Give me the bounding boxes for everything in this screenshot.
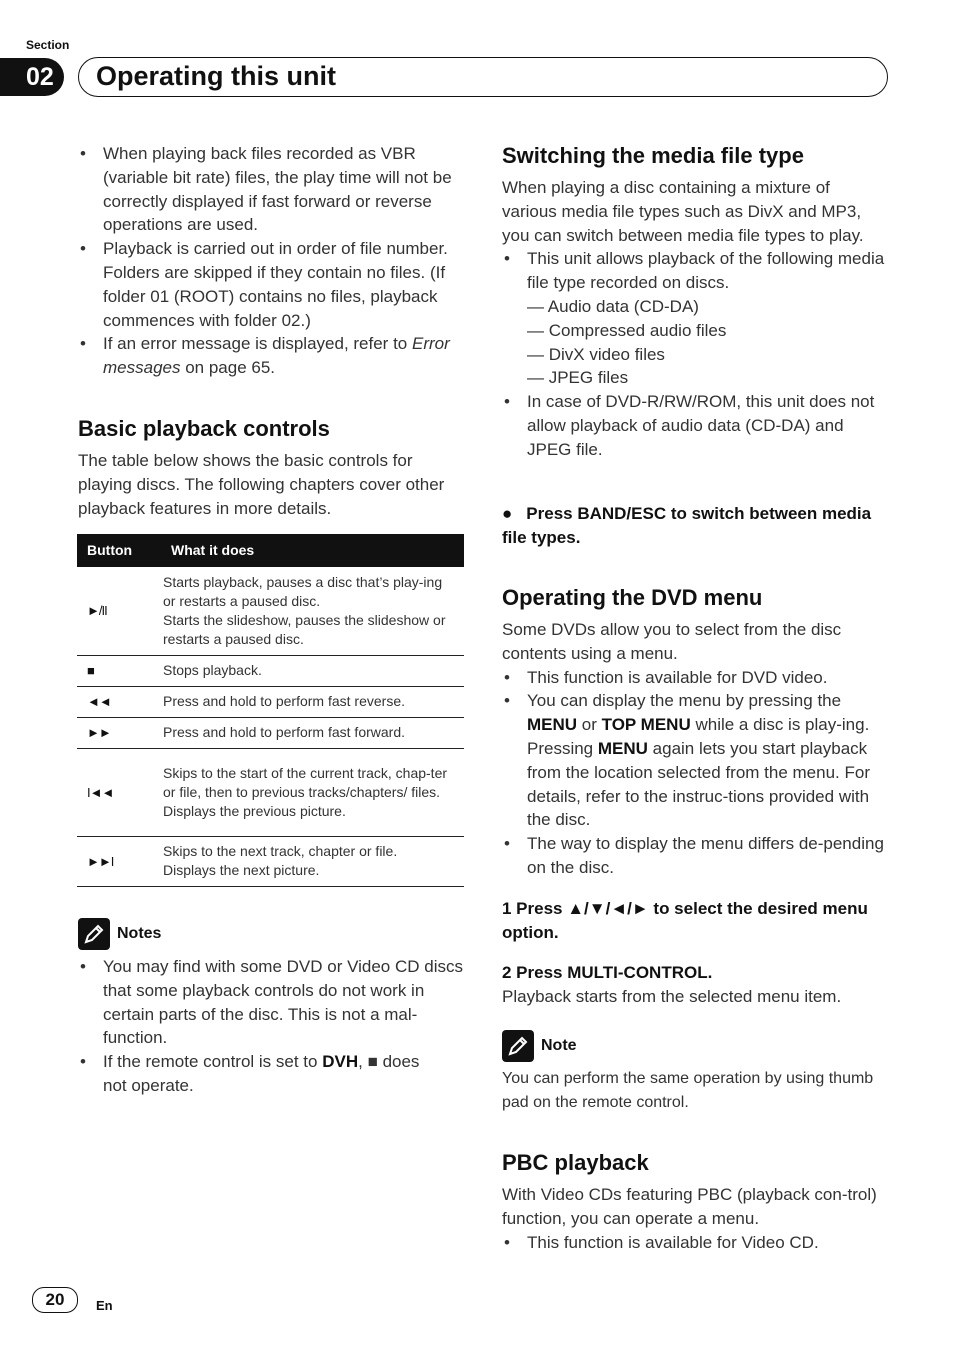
note-text: You can perform the same operation by using thumb pad on the remote control. [502, 1070, 874, 1111]
left-bullet-list [78, 142, 464, 380]
list-item: • You can display the menu by pressing the MENU or TOP MENU while a disc is play-ing. Pressing MENU again lets you start playback from the location selected from the menu. For details, refer to the instruc-tions provided with the disc. [504, 691, 870, 830]
list-item: • This function is available for Video CD. [504, 1232, 819, 1252]
stop-icon: ■ [77, 655, 163, 686]
table-row: ►► Press and hold to perform fast forward. [77, 717, 464, 748]
dvd-step-2-desc: Playback starts from the selected menu item. [502, 987, 842, 1006]
note-header: Note [502, 1030, 577, 1062]
note-pencil-icon [502, 1030, 534, 1062]
col-what-header: What it does [163, 534, 464, 567]
notes-list [78, 955, 464, 1098]
table-row: ◄◄ Press and hold to perform fast reverse. [77, 686, 464, 717]
notes-header: Notes [78, 918, 161, 950]
switching-body: When playing a disc containing a mixture of various media file types such as DivX and MP3, you can switch between media file types to play. • This unit allows playback of the following media file type recorded on discs. — Audio data (CD-DA) — Compressed audio files — DivX video files — JPEG files • In case of DVD-R/RW/ROM, this unit does not allow playback of audio data (CD-DA) and JPEG file. [502, 176, 888, 462]
section-label: Section [26, 38, 70, 52]
note-pencil-icon [78, 918, 110, 950]
dvd-menu-heading: Operating the DVD menu [502, 585, 763, 610]
list-item: • When playing back files recorded as VBR (variable bit rate) files, the play time will not be correctly displayed if fast forward or reverse operations are used. [80, 144, 452, 235]
section-number-badge: 02 [0, 58, 64, 96]
error-messages-ref: Error messages [103, 334, 450, 378]
rewind-icon: ◄◄ [77, 686, 163, 717]
switching-heading: Switching the media file type [502, 143, 804, 168]
controls-table [77, 534, 464, 887]
list-item: • If an error message is displayed, refer to Error messages on page 65. [80, 334, 450, 378]
fast-forward-icon: ►► [77, 717, 163, 748]
table-row: ►/II Starts playback, pauses a disc that’s play-ing or restarts a paused disc. Starts the slideshow, pauses the slideshow or restarts a paused disc. [77, 567, 464, 655]
dvd-step-1: 1 Press ▲/▼/◄/► to select the desired menu option. [502, 899, 868, 942]
pbc-heading: PBC playback [502, 1150, 649, 1175]
list-item: • This unit allows playback of the following media file type recorded on discs. [504, 249, 885, 293]
table-row: ■ Stops playback. [77, 655, 464, 686]
previous-track-icon: I◄◄ [77, 748, 163, 836]
list-item: • Playback is carried out in order of file number. Folders are skipped if they contain no files. (If folder 01 (ROOT) contains no files, playback commences with folder 02.) [80, 239, 448, 330]
next-track-icon: ►►I [77, 836, 163, 886]
pbc-body: With Video CDs featuring PBC (playback con-trol) function, you can operate a menu. • This function is available for Video CD. [502, 1183, 888, 1254]
play-pause-icon: ►/II [77, 567, 163, 655]
list-item: • In case of DVD-R/RW/ROM, this unit does not allow playback of audio data (CD-DA) and JPEG file. [504, 392, 875, 459]
page-title: Operating this unit [96, 61, 336, 91]
dvd-menu-body: Some DVDs allow you to select from the disc contents using a menu. • This function is available for DVD video. • You can display the menu by pressing the MENU or TOP MENU while a disc is play-ing. Pressing MENU again lets you start playback from the location selected from the menu. For details, refer to the instruc-tions provided with the disc. • The way to display the menu differs de-pending on the disc. [502, 618, 888, 880]
table-row: ►►I Skips to the next track, chapter or file. Displays the next picture. [77, 836, 464, 886]
list-item: • You may find with some DVD or Video CD discs that some playback controls do not work in certain parts of the disc. This is not a mal-function. [80, 957, 463, 1048]
basic-controls-heading: Basic playback controls [78, 416, 330, 441]
table-row: I◄◄ Skips to the start of the current track, chap-ter or file, then to previous tracks/chapters/ files. Displays the previous picture. [77, 748, 464, 836]
list-item: • This function is available for DVD video. [504, 667, 828, 687]
dvd-step-2: 2 Press MULTI-CONTROL. [502, 963, 713, 982]
list-item: • The way to display the menu differs de-pending on the disc. [504, 834, 884, 877]
col-button-header: Button [77, 534, 163, 567]
basic-controls-intro: The table below shows the basic controls for playing discs. The following chapters cover other playback features in more details. [78, 451, 445, 518]
language-code: En [96, 1298, 113, 1313]
switch-instruction: ● Press BAND/ESC to switch between media file types. [502, 504, 872, 547]
page-number: 20 [32, 1287, 78, 1313]
list-item: • If the remote control is set to DVH, ■ does not operate. [80, 1052, 420, 1095]
